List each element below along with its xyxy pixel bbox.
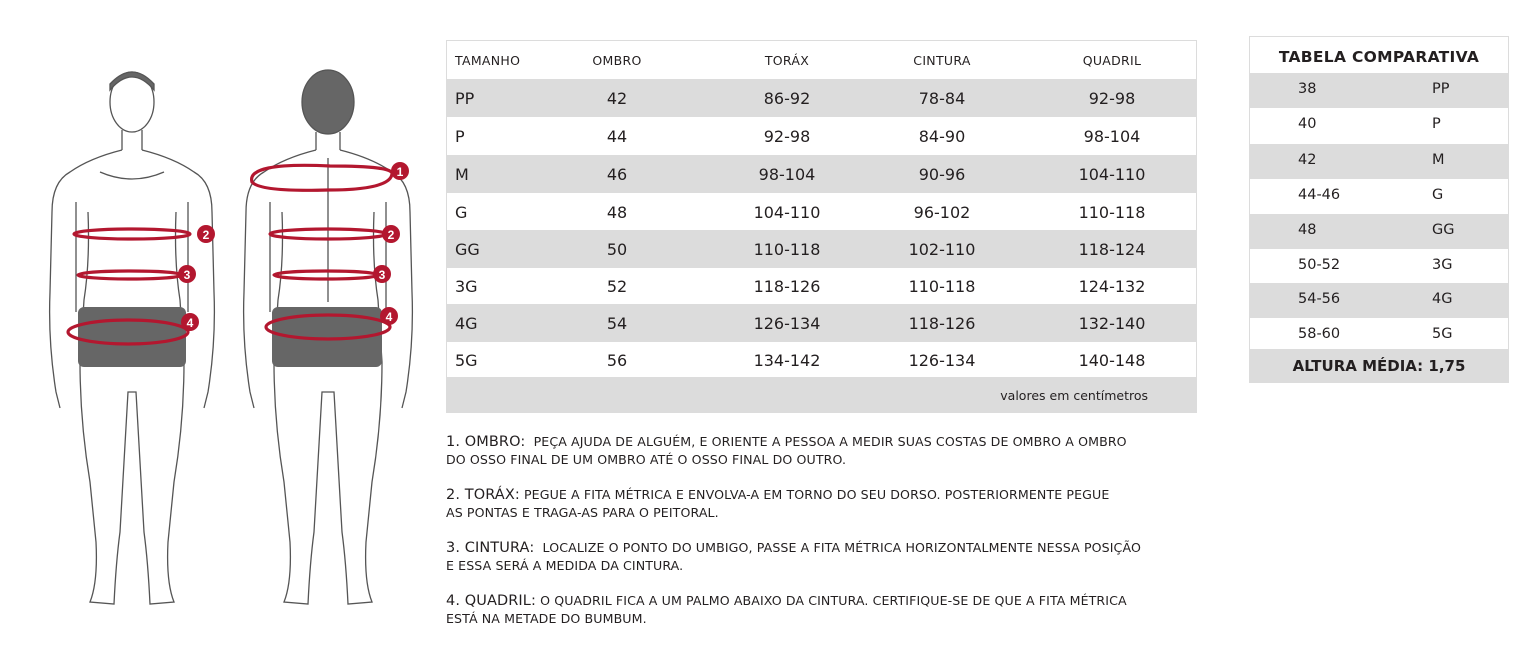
comparison-row <box>1250 214 1508 249</box>
comparison-number: 42 <box>1298 152 1317 168</box>
instruction-label: 3. CINTURA: <box>446 540 535 556</box>
instruction-label: 2. TORÁX: <box>446 487 520 503</box>
header-ombro: OMBRO <box>592 52 642 68</box>
table-row <box>447 155 1196 193</box>
body-measurement-figures <box>30 62 430 622</box>
cell-cintura: 84-90 <box>918 126 966 146</box>
marker-front-4 <box>181 313 199 331</box>
instruction-quadril <box>446 592 1206 628</box>
svg-text:2: 2 <box>202 228 210 242</box>
body-figures-illustration <box>30 62 430 622</box>
instruction-text: O QUADRIL FICA A UM PALMO ABAIXO DA CINTURA. CERTIFIQUE-SE DE QUE A FITA MÉTRICA <box>540 593 1127 608</box>
cell-ombro: 50 <box>606 239 628 259</box>
average-height: ALTURA MÉDIA: 1,75 <box>1250 349 1508 383</box>
front-shorts <box>78 307 186 367</box>
comparison-row <box>1250 318 1508 353</box>
comparison-table <box>1249 36 1509 383</box>
instruction-text: PEÇA AJUDA DE ALGUÉM, E ORIENTE A PESSOA A MEDIR SUAS COSTAS DE OMBRO A OMBRO <box>533 434 1127 449</box>
table-row <box>447 193 1196 231</box>
cell-ombro: 48 <box>606 202 628 222</box>
comparison-row <box>1250 73 1508 108</box>
cell-quadril: 118-124 <box>1078 239 1146 259</box>
comparison-size: 5G <box>1432 326 1453 342</box>
cell-quadril: 98-104 <box>1083 126 1141 146</box>
instruction-text-continued: DO OSSO FINAL DE UM OMBRO ATÉ O OSSO FINAL DO OUTRO. <box>446 452 847 467</box>
cell-cintura: 78-84 <box>918 88 966 108</box>
cell-quadril: 92-98 <box>1088 88 1136 108</box>
marker-back-2 <box>382 225 400 243</box>
cell-cintura: 110-118 <box>908 276 976 296</box>
comparison-number: 44-46 <box>1298 187 1341 203</box>
svg-text:2: 2 <box>387 228 395 242</box>
marker-back-3 <box>373 265 391 283</box>
comparison-size: P <box>1432 116 1441 132</box>
units-note: valores em centímetros <box>1000 387 1148 403</box>
cell-size: 3G <box>455 276 478 296</box>
marker-back-4 <box>380 307 398 325</box>
comparison-number: 38 <box>1298 81 1317 97</box>
instruction-text: PEGUE A FITA MÉTRICA E ENVOLVA-A EM TORNO DO SEU DORSO. POSTERIORMENTE PEGUE <box>523 487 1110 502</box>
comparison-number: 58-60 <box>1298 326 1341 342</box>
cell-quadril: 132-140 <box>1078 313 1146 333</box>
cell-torax: 98-104 <box>758 164 816 184</box>
comparison-row <box>1250 144 1508 179</box>
cell-cintura: 118-126 <box>908 313 976 333</box>
svg-text:1: 1 <box>396 165 404 179</box>
cell-cintura: 96-102 <box>913 202 971 222</box>
table-row <box>447 341 1196 379</box>
instruction-label: 4. QUADRIL: <box>446 593 536 609</box>
instruction-ombro <box>446 433 1206 469</box>
svg-text:3: 3 <box>183 268 191 282</box>
cell-torax: 118-126 <box>753 276 821 296</box>
table-row <box>447 79 1196 117</box>
size-table <box>446 40 1197 413</box>
cell-ombro: 44 <box>606 126 628 146</box>
comparison-row <box>1250 249 1508 284</box>
table-row <box>447 117 1196 155</box>
cell-ombro: 42 <box>606 88 628 108</box>
cell-ombro: 56 <box>606 350 628 370</box>
cell-size: 5G <box>455 350 478 370</box>
cell-torax: 104-110 <box>753 202 821 222</box>
table-header-row <box>447 41 1196 79</box>
comparison-size: PP <box>1432 81 1450 97</box>
cell-size: GG <box>455 239 480 259</box>
cell-size: 4G <box>455 313 478 333</box>
cell-torax: 86-92 <box>763 88 811 108</box>
cell-size: P <box>455 126 465 146</box>
cell-size: M <box>455 164 469 184</box>
instruction-text-continued: AS PONTAS E TRAGA-AS PARA O PEITORAL. <box>446 505 719 520</box>
cell-torax: 110-118 <box>753 239 821 259</box>
comparison-row <box>1250 108 1508 143</box>
cell-torax: 126-134 <box>753 313 821 333</box>
cell-cintura: 90-96 <box>918 164 966 184</box>
cell-quadril: 110-118 <box>1078 202 1146 222</box>
comparison-size: 4G <box>1432 291 1453 307</box>
svg-text:4: 4 <box>385 310 393 324</box>
header-cintura: CINTURA <box>913 52 971 68</box>
header-torax: TORÁX <box>764 52 810 68</box>
comparison-number: 40 <box>1298 116 1317 132</box>
table-row <box>447 304 1196 342</box>
svg-text:3: 3 <box>378 268 386 282</box>
svg-text:4: 4 <box>186 316 194 330</box>
instruction-torax <box>446 486 1206 522</box>
comparison-size: 3G <box>1432 257 1453 273</box>
comparison-size: M <box>1432 152 1445 168</box>
comparison-row <box>1250 283 1508 318</box>
cell-ombro: 54 <box>606 313 628 333</box>
cell-torax: 92-98 <box>763 126 811 146</box>
cell-size: G <box>455 202 468 222</box>
comparison-number: 54-56 <box>1298 291 1341 307</box>
cell-torax: 134-142 <box>753 350 821 370</box>
comparison-number: 48 <box>1298 222 1317 238</box>
table-row <box>447 230 1196 268</box>
cell-size: PP <box>455 88 475 108</box>
header-tamanho: TAMANHO <box>455 52 521 68</box>
header-quadril: QUADRIL <box>1082 52 1142 68</box>
marker-front-3 <box>178 265 196 283</box>
comparison-size: G <box>1432 187 1444 203</box>
cell-quadril: 140-148 <box>1078 350 1146 370</box>
comparison-number: 50-52 <box>1298 257 1341 273</box>
marker-back-1 <box>391 162 409 180</box>
instruction-text-continued: ESTÁ NA METADE DO BUMBUM. <box>446 611 647 626</box>
table-row <box>447 267 1196 305</box>
comparison-row <box>1250 179 1508 214</box>
cell-quadril: 124-132 <box>1078 276 1146 296</box>
instruction-text: LOCALIZE O PONTO DO UMBIGO, PASSE A FITA MÉTRICA HORIZONTALMENTE NESSA POSIÇÃO <box>542 540 1141 555</box>
comparison-size: GG <box>1432 222 1455 238</box>
cell-ombro: 52 <box>606 276 628 296</box>
cell-cintura: 102-110 <box>908 239 976 259</box>
instruction-cintura <box>446 539 1206 575</box>
instruction-label: 1. OMBRO: <box>446 434 526 450</box>
marker-front-2 <box>197 225 215 243</box>
cell-ombro: 46 <box>606 164 628 184</box>
instruction-text-continued: E ESSA SERÁ A MEDIDA DA CINTURA. <box>446 558 684 573</box>
cell-quadril: 104-110 <box>1078 164 1146 184</box>
comparison-title: TABELA COMPARATIVA <box>1278 48 1480 66</box>
cell-cintura: 126-134 <box>908 350 976 370</box>
table-footer-row <box>447 377 1196 413</box>
